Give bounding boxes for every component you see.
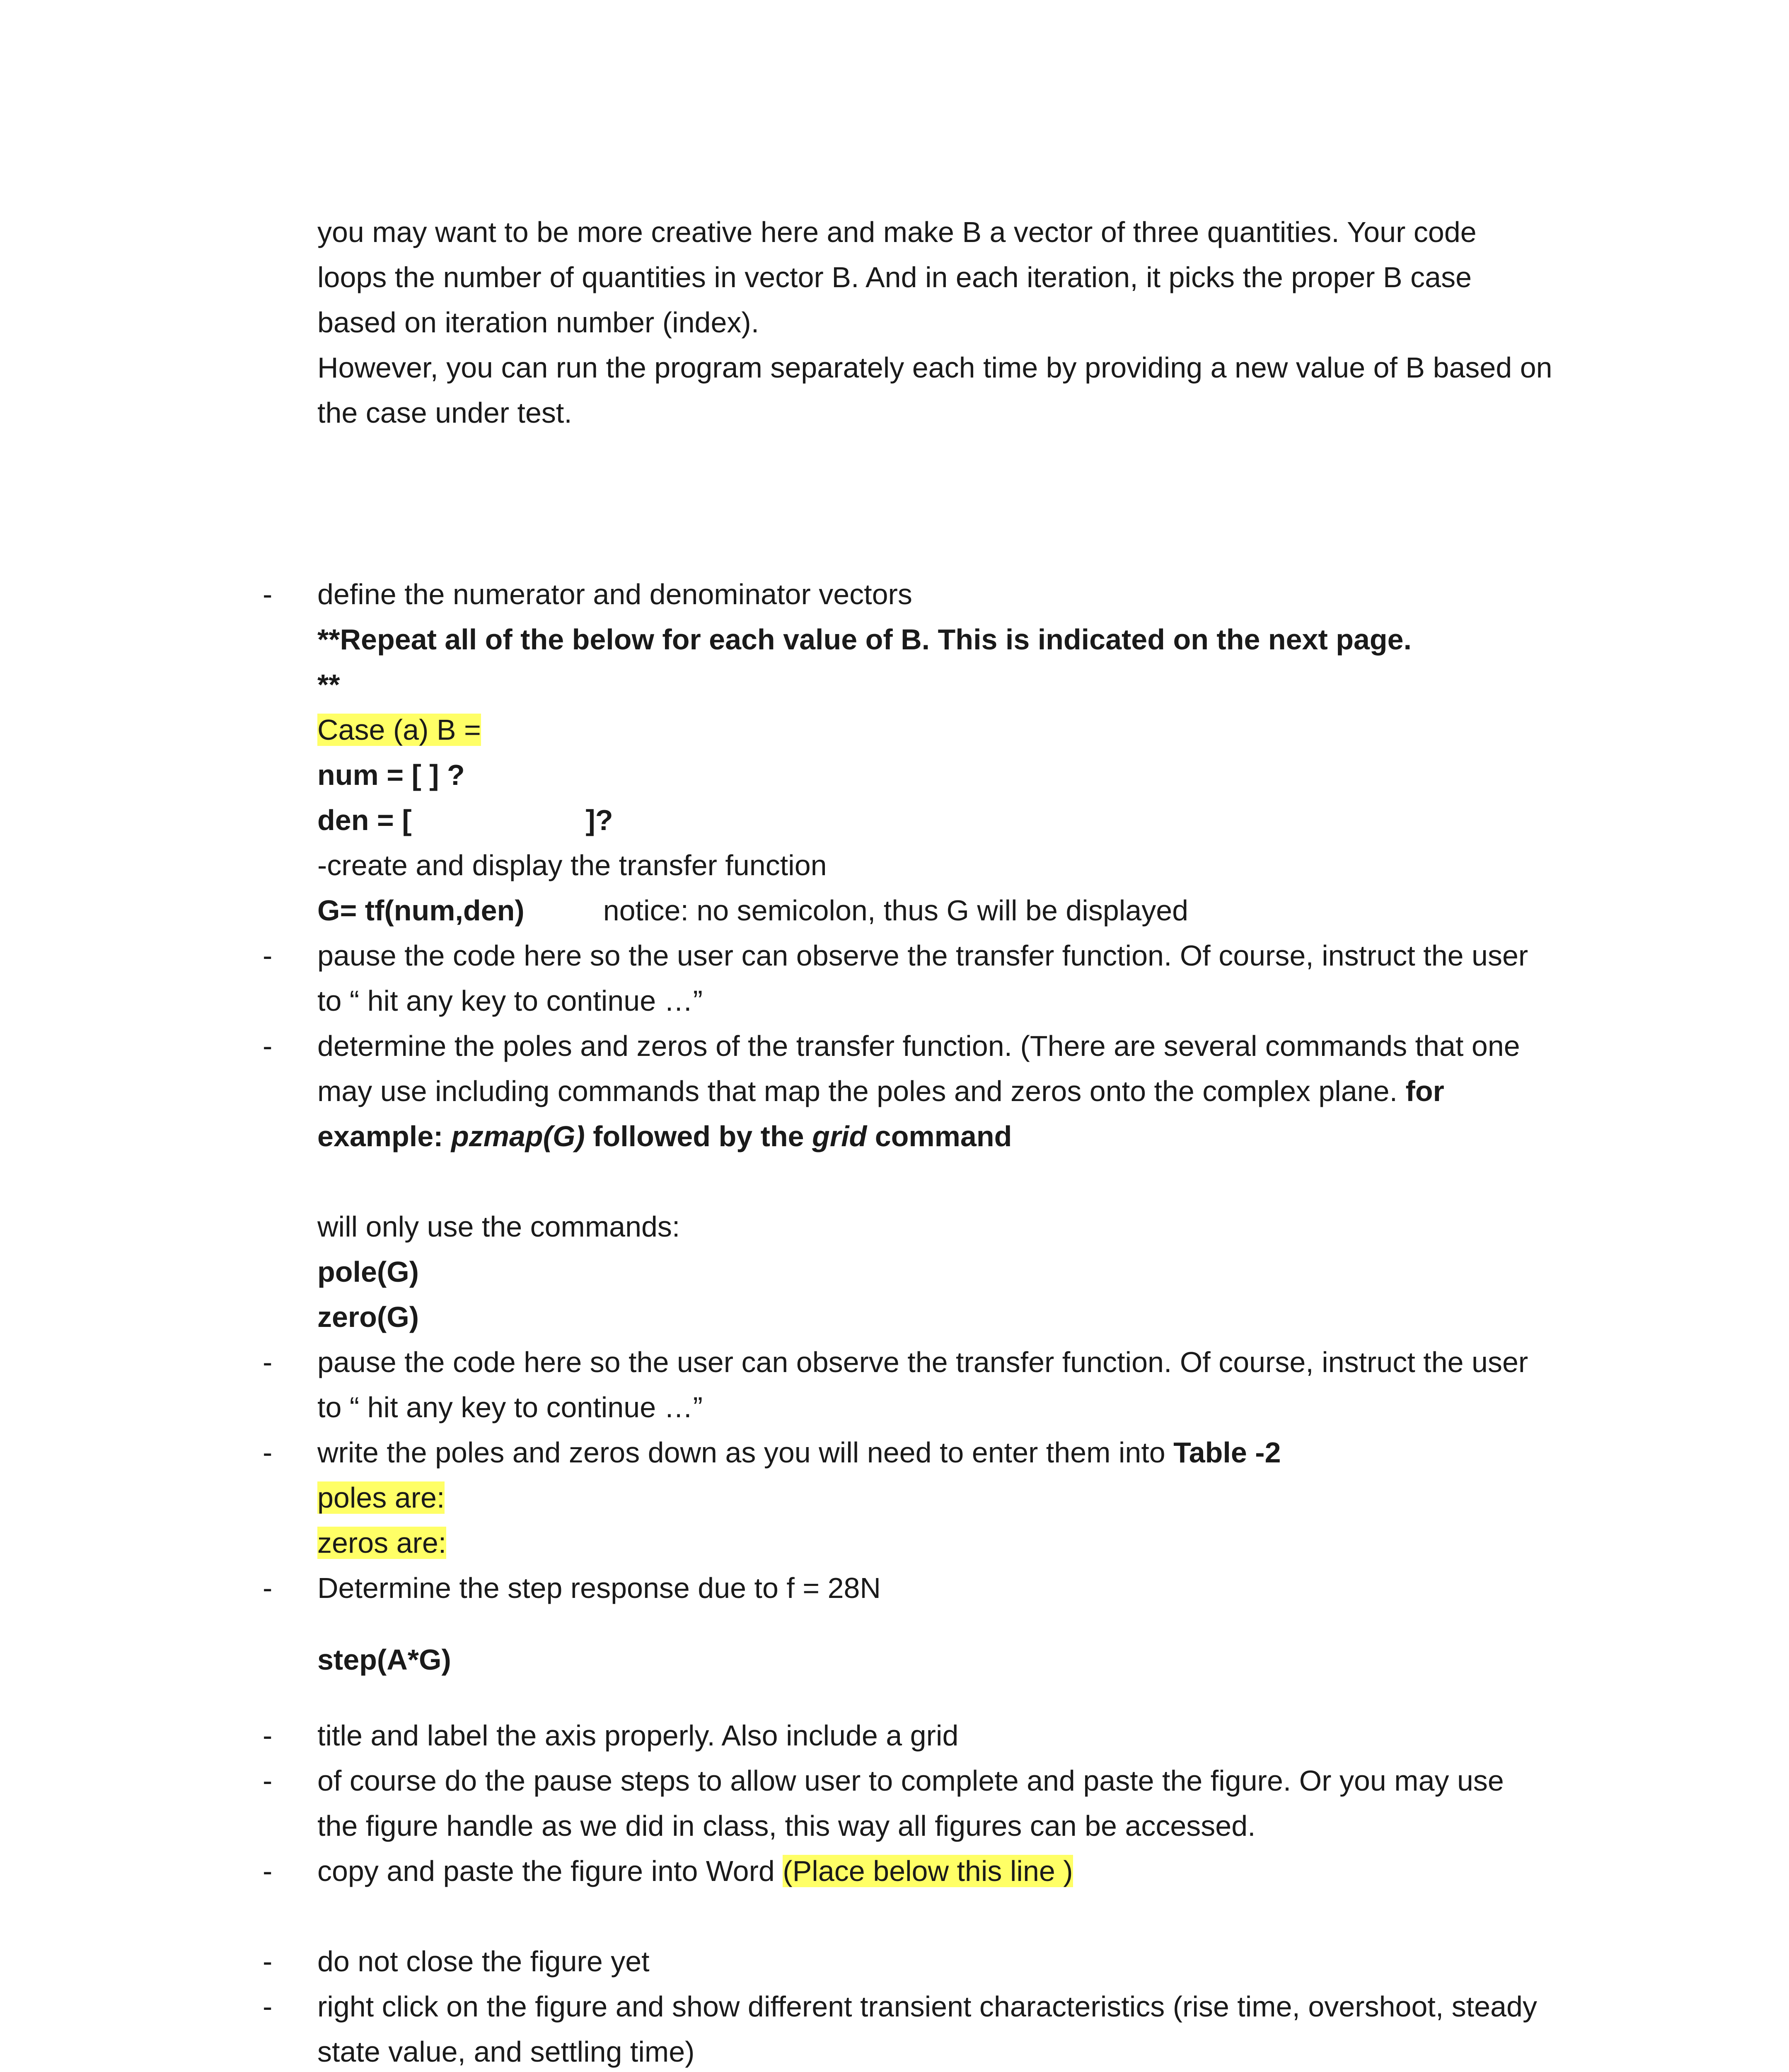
bullet-dash: - bbox=[263, 1030, 273, 1062]
repeat-note: **Repeat all of the below for each value of B. This is indicated on the next page. bbox=[317, 623, 1412, 656]
intro-line-1: you may want to be more creative here and make B a vector of three quantities. Your code bbox=[317, 216, 1477, 248]
bullet-dash: - bbox=[263, 1990, 273, 2023]
pause1-line-1: pause the code here so the user can observe the transfer function. Of course, instruct the user bbox=[317, 939, 1528, 972]
pause1-line-2: to “ hit any key to continue …” bbox=[317, 985, 703, 1017]
case-a-highlight: Case (a) B = bbox=[317, 714, 481, 746]
case-a-label bbox=[317, 711, 481, 748]
place-below-highlight: (Place below this line ) bbox=[783, 1855, 1073, 1887]
poles-line-1: determine the poles and zeros of the transfer function. (There are several commands that one bbox=[317, 1030, 1520, 1062]
step-command: step(A*G) bbox=[317, 1644, 451, 1676]
grid-command: grid bbox=[812, 1120, 867, 1152]
pause3-line-2: the figure handle as we did in class, this way all figures can be accessed. bbox=[317, 1810, 1256, 1842]
right-click-line-2: state value, and settling time) bbox=[317, 2036, 695, 2068]
pole-command: pole(G) bbox=[317, 1256, 419, 1288]
bullet-dash: - bbox=[263, 939, 273, 972]
zeros-are-line bbox=[317, 1524, 446, 1561]
copy-paste-plain: copy and paste the figure into Word bbox=[317, 1855, 783, 1887]
den-line bbox=[317, 801, 613, 839]
poles-line-3-e: command bbox=[867, 1120, 1012, 1152]
repeat-note-end: ** bbox=[317, 668, 340, 701]
create-display-text: -create and display the transfer function bbox=[317, 849, 827, 881]
bullet-dash: - bbox=[263, 1346, 273, 1378]
step-response-text: Determine the step response due to f = 28N bbox=[317, 1572, 881, 1604]
bullet-dash: - bbox=[263, 1945, 273, 1978]
bullet-dash: - bbox=[263, 1765, 273, 1797]
zero-command: zero(G) bbox=[317, 1301, 419, 1333]
num-line: num = [ ] ? bbox=[317, 759, 465, 791]
poles-line-3-a: example: bbox=[317, 1120, 451, 1152]
poles-are-line bbox=[317, 1479, 445, 1516]
g-notice-text: notice: no semicolon, thus G will be displayed bbox=[603, 894, 1189, 927]
poles-line-3-c: followed by the bbox=[585, 1120, 812, 1152]
intro-line-3: based on iteration number (index). bbox=[317, 306, 759, 339]
right-click-line-1: right click on the figure and show different transient characteristics (rise time, overshoot, steady bbox=[317, 1990, 1537, 2023]
table-2-ref: Table -2 bbox=[1173, 1436, 1281, 1469]
bullet-dash: - bbox=[263, 1572, 273, 1604]
intro-line-5: the case under test. bbox=[317, 397, 572, 429]
copy-paste-line bbox=[317, 1852, 1073, 1890]
write-poles-line bbox=[317, 1434, 1281, 1471]
no-close-text: do not close the figure yet bbox=[317, 1945, 650, 1978]
bullet-dash: - bbox=[263, 1719, 273, 1752]
poles-line-3 bbox=[317, 1118, 1012, 1155]
define-vectors-text: define the numerator and denominator vectors bbox=[317, 578, 912, 610]
intro-line-4: However, you can run the program separately each time by providing a new value of B based on bbox=[317, 351, 1552, 384]
bullet-dash: - bbox=[263, 578, 273, 610]
den-line-start: den = [ bbox=[317, 804, 412, 836]
g-tf-line bbox=[317, 892, 1188, 929]
den-line-end: ]? bbox=[585, 804, 613, 836]
bullet-dash: - bbox=[263, 1436, 273, 1469]
poles-line-2-bold: for bbox=[1405, 1075, 1444, 1107]
zeros-are-highlight: zeros are: bbox=[317, 1527, 447, 1559]
pzmap-command: pzmap(G) bbox=[451, 1120, 585, 1152]
intro-line-2: loops the number of quantities in vector B. And in each iteration, it picks the proper B case bbox=[317, 261, 1472, 293]
bullet-dash: - bbox=[263, 1855, 273, 1887]
pause3-line-1: of course do the pause steps to allow user to complete and paste the figure. Or you may use bbox=[317, 1765, 1504, 1797]
only-use-text: will only use the commands: bbox=[317, 1210, 680, 1243]
write-poles-plain: write the poles and zeros down as you will need to enter them into bbox=[317, 1436, 1174, 1469]
poles-are-highlight: poles are: bbox=[317, 1481, 445, 1514]
title-label-text: title and label the axis properly. Also include a grid bbox=[317, 1719, 959, 1752]
poles-line-2-plain: may use including commands that map the poles and zeros onto the complex plane. bbox=[317, 1075, 1406, 1107]
g-tf-command: G= tf(num,den) bbox=[317, 894, 525, 927]
pause2-line-1: pause the code here so the user can observe the transfer function. Of course, instruct the user bbox=[317, 1346, 1528, 1378]
pause2-line-2: to “ hit any key to continue …” bbox=[317, 1391, 703, 1423]
poles-line-2 bbox=[317, 1072, 1444, 1110]
